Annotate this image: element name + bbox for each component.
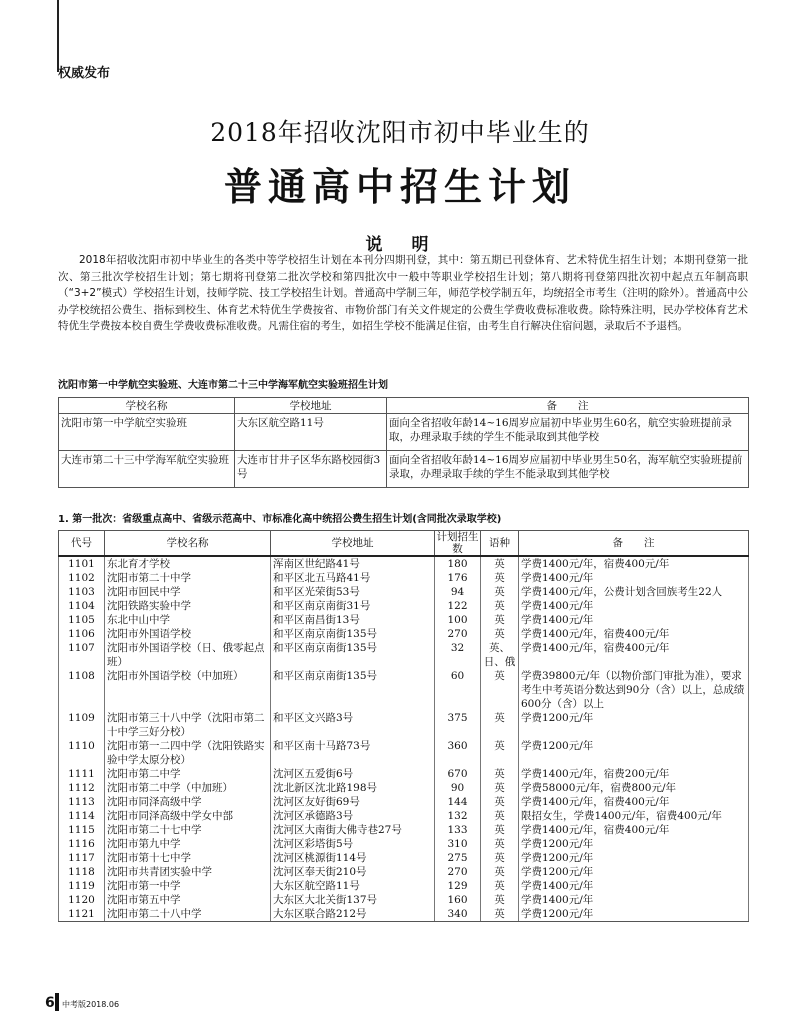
cell-plan-count: 375 bbox=[435, 711, 481, 739]
cell-code: 1120 bbox=[59, 893, 105, 907]
table-row bbox=[59, 585, 749, 599]
cell-code: 1103 bbox=[59, 585, 105, 599]
publication-tag: 中考版2018.06 bbox=[62, 1000, 120, 1009]
cell-plan-count: 90 bbox=[435, 781, 481, 795]
cell-remarks: 学费1400元/年，宿费200元/年 bbox=[519, 767, 749, 781]
table-row bbox=[59, 613, 749, 627]
cell-school-address: 和平区南十马路73号 bbox=[271, 739, 435, 767]
cell-school-address: 浑南区世纪路41号 bbox=[271, 556, 435, 571]
cell-language: 英 bbox=[481, 781, 519, 795]
cell-school-address: 大东区航空路11号 bbox=[271, 879, 435, 893]
footer-bar bbox=[55, 993, 59, 1011]
cell-remarks: 面向全省招收年龄14~16周岁应届初中毕业男生50名，海军航空实验班提前录取，办理录取手续的学生不能录取到其他学校 bbox=[387, 451, 749, 488]
table2-title: 1. 第一批次：省级重点高中、省级示范高中、市标准化高中统招公费生招生计划(含同批次录取学校) bbox=[58, 514, 502, 525]
cell-school-address: 沈河区承德路3号 bbox=[271, 809, 435, 823]
cell-language: 英 bbox=[481, 627, 519, 641]
cell-code: 1121 bbox=[59, 907, 105, 922]
cell-language: 英 bbox=[481, 851, 519, 865]
cell-plan-count: 32 bbox=[435, 641, 481, 669]
cell-code: 1110 bbox=[59, 739, 105, 767]
cell-school-name: 沈阳市第二十中学 bbox=[105, 571, 271, 585]
table-row bbox=[59, 669, 749, 711]
cell-school-name: 东北育才学校 bbox=[105, 556, 271, 571]
cell-code: 1118 bbox=[59, 865, 105, 879]
cell-plan-count: 360 bbox=[435, 739, 481, 767]
cell-language: 英 bbox=[481, 599, 519, 613]
cell-school-address: 沈河区桃源街114号 bbox=[271, 851, 435, 865]
table-row bbox=[59, 556, 749, 571]
cell-school-address: 大东区联合路212号 bbox=[271, 907, 435, 922]
cell-plan-count: 270 bbox=[435, 627, 481, 641]
cell-remarks: 学费1400元/年，宿费400元/年 bbox=[519, 795, 749, 809]
cell-school-address: 和平区南京南街135号 bbox=[271, 627, 435, 641]
cell-plan-count: 144 bbox=[435, 795, 481, 809]
col-remarks: 备 注 bbox=[387, 398, 749, 414]
table-row bbox=[59, 837, 749, 851]
cell-school-address: 沈河区五爱街6号 bbox=[271, 767, 435, 781]
cell-remarks: 学费1200元/年 bbox=[519, 907, 749, 922]
cell-code: 1106 bbox=[59, 627, 105, 641]
cell-school-name: 沈阳市第五中学 bbox=[105, 893, 271, 907]
table-row bbox=[59, 823, 749, 837]
cell-school-address: 大连市甘井子区华东路校园街3号 bbox=[235, 451, 387, 488]
cell-code: 1116 bbox=[59, 837, 105, 851]
table-row bbox=[59, 879, 749, 893]
table-row bbox=[59, 809, 749, 823]
cell-code: 1109 bbox=[59, 711, 105, 739]
cell-plan-count: 100 bbox=[435, 613, 481, 627]
table-row bbox=[59, 907, 749, 922]
cell-school-name: 沈阳市同泽高级中学 bbox=[105, 795, 271, 809]
first-batch-table bbox=[58, 530, 749, 922]
cell-school-name: 沈阳市第二十八中学 bbox=[105, 907, 271, 922]
cell-school-name: 沈阳市第二十七中学 bbox=[105, 823, 271, 837]
cell-remarks: 学费1400元/年 bbox=[519, 879, 749, 893]
table-row bbox=[59, 767, 749, 781]
cell-remarks: 学费1200元/年 bbox=[519, 739, 749, 767]
cell-plan-count: 122 bbox=[435, 599, 481, 613]
table-row bbox=[59, 781, 749, 795]
cell-language: 英 bbox=[481, 809, 519, 823]
cell-school-address: 大东区航空路11号 bbox=[235, 414, 387, 451]
cell-remarks: 学费1200元/年 bbox=[519, 865, 749, 879]
cell-school-name: 沈阳市外国语学校 bbox=[105, 627, 271, 641]
cell-code: 1112 bbox=[59, 781, 105, 795]
title-line1: 2018年招收沈阳市初中毕业生的 bbox=[210, 118, 590, 147]
cell-code: 1113 bbox=[59, 795, 105, 809]
cell-language: 英 bbox=[481, 879, 519, 893]
cell-plan-count: 270 bbox=[435, 865, 481, 879]
cell-school-address: 沈河区友好街69号 bbox=[271, 795, 435, 809]
cell-school-address: 沈北新区沈北路198号 bbox=[271, 781, 435, 795]
cell-plan-count: 60 bbox=[435, 669, 481, 711]
cell-code: 1119 bbox=[59, 879, 105, 893]
cell-school-address: 沈河区彩塔街5号 bbox=[271, 837, 435, 851]
cell-remarks: 学费1400元/年，公费计划含回族考生22人 bbox=[519, 585, 749, 599]
cell-plan-count: 160 bbox=[435, 893, 481, 907]
cell-code: 1114 bbox=[59, 809, 105, 823]
cell-language: 英 bbox=[481, 585, 519, 599]
cell-remarks: 限招女生，学费1400元/年，宿费400元/年 bbox=[519, 809, 749, 823]
table1-title: 沈阳市第一中学航空实验班、大连市第二十三中学海军航空实验班招生计划 bbox=[58, 380, 388, 391]
cell-plan-count: 94 bbox=[435, 585, 481, 599]
cell-school-name: 沈阳市第一中学航空实验班 bbox=[59, 414, 235, 451]
cell-code: 1104 bbox=[59, 599, 105, 613]
cell-plan-count: 310 bbox=[435, 837, 481, 851]
cell-school-address: 和平区北五马路41号 bbox=[271, 571, 435, 585]
cell-school-name: 沈阳铁路实验中学 bbox=[105, 599, 271, 613]
section-tag: 权威发布 bbox=[58, 66, 111, 81]
cell-school-address: 沈河区大南街大佛寺巷27号 bbox=[271, 823, 435, 837]
cell-language: 英 bbox=[481, 556, 519, 571]
cell-remarks: 学费1400元/年 bbox=[519, 599, 749, 613]
cell-remarks: 学费1400元/年，宿费400元/年 bbox=[519, 641, 749, 669]
cell-plan-count: 176 bbox=[435, 571, 481, 585]
table-row bbox=[59, 893, 749, 907]
cell-language: 英 bbox=[481, 571, 519, 585]
aviation-class-table bbox=[58, 397, 749, 488]
col-school-name: 学校名称 bbox=[105, 531, 271, 557]
cell-school-name: 大连市第二十三中学海军航空实验班 bbox=[59, 451, 235, 488]
col-plan-count: 计划招生数 bbox=[436, 531, 479, 555]
cell-school-address: 和平区光荣街53号 bbox=[271, 585, 435, 599]
cell-school-name: 沈阳市第一中学 bbox=[105, 879, 271, 893]
table-row bbox=[59, 795, 749, 809]
col-remarks: 备 注 bbox=[519, 531, 749, 557]
cell-language: 英、日、俄 bbox=[481, 641, 519, 669]
explanation-heading: 说 明 bbox=[365, 235, 435, 255]
cell-plan-count: 340 bbox=[435, 907, 481, 922]
cell-school-address: 和平区南京南街135号 bbox=[271, 669, 435, 711]
cell-remarks: 学费1200元/年 bbox=[519, 711, 749, 739]
table-row bbox=[59, 451, 749, 488]
cell-remarks: 面向全省招收年龄14~16周岁应届初中毕业男生60名，航空实验班提前录取，办理录取手续的学生不能录取到其他学校 bbox=[387, 414, 749, 451]
cell-school-name: 沈阳市回民中学 bbox=[105, 585, 271, 599]
cell-plan-count: 275 bbox=[435, 851, 481, 865]
cell-remarks: 学费1400元/年，宿费400元/年 bbox=[519, 823, 749, 837]
cell-language: 英 bbox=[481, 613, 519, 627]
table-row bbox=[59, 739, 749, 767]
cell-plan-count: 180 bbox=[435, 556, 481, 571]
cell-code: 1115 bbox=[59, 823, 105, 837]
cell-remarks: 学费1200元/年 bbox=[519, 851, 749, 865]
table-row bbox=[59, 599, 749, 613]
table-row bbox=[59, 851, 749, 865]
cell-language: 英 bbox=[481, 907, 519, 922]
cell-school-address: 大东区大北关街137号 bbox=[271, 893, 435, 907]
cell-school-name: 沈阳市外国语学校（日、俄零起点班） bbox=[105, 641, 271, 669]
cell-school-address: 和平区南京南街135号 bbox=[271, 641, 435, 669]
col-school-address: 学校地址 bbox=[271, 531, 435, 557]
cell-language: 英 bbox=[481, 837, 519, 851]
cell-remarks: 学费58000元/年，宿费800元/年 bbox=[519, 781, 749, 795]
cell-school-name: 沈阳市同泽高级中学女中部 bbox=[105, 809, 271, 823]
cell-school-name: 沈阳市第一二四中学（沈阳铁路实验中学太原分校） bbox=[105, 739, 271, 767]
cell-school-address: 和平区南京南街31号 bbox=[271, 599, 435, 613]
cell-remarks: 学费1400元/年 bbox=[519, 613, 749, 627]
page-number: 6 bbox=[45, 995, 55, 1011]
col-code: 代号 bbox=[59, 531, 105, 557]
cell-code: 1111 bbox=[59, 767, 105, 781]
cell-school-address: 和平区文兴路3号 bbox=[271, 711, 435, 739]
cell-code: 1102 bbox=[59, 571, 105, 585]
cell-code: 1117 bbox=[59, 851, 105, 865]
cell-language: 英 bbox=[481, 739, 519, 767]
cell-school-name: 沈阳市第二中学 bbox=[105, 767, 271, 781]
cell-language: 英 bbox=[481, 669, 519, 711]
table-row bbox=[59, 414, 749, 451]
cell-language: 英 bbox=[481, 711, 519, 739]
cell-school-name: 沈阳市第九中学 bbox=[105, 837, 271, 851]
cell-language: 英 bbox=[481, 893, 519, 907]
cell-school-name: 沈阳市外国语学校（中加班） bbox=[105, 669, 271, 711]
cell-remarks: 学费1400元/年 bbox=[519, 893, 749, 907]
cell-language: 英 bbox=[481, 767, 519, 781]
cell-remarks: 学费1400元/年，宿费400元/年 bbox=[519, 556, 749, 571]
cell-remarks: 学费39800元/年（以物价部门审批为准），要求考生中考英语分数达到90分（含）以上，总成绩600分（含）以上 bbox=[519, 669, 749, 711]
col-language: 语种 bbox=[481, 531, 519, 557]
cell-plan-count: 132 bbox=[435, 809, 481, 823]
cell-code: 1108 bbox=[59, 669, 105, 711]
cell-school-address: 和平区南昌街13号 bbox=[271, 613, 435, 627]
table-row bbox=[59, 711, 749, 739]
cell-plan-count: 670 bbox=[435, 767, 481, 781]
cell-remarks: 学费1400元/年 bbox=[519, 571, 749, 585]
cell-plan-count: 129 bbox=[435, 879, 481, 893]
cell-school-name: 沈阳市第二中学（中加班） bbox=[105, 781, 271, 795]
cell-code: 1105 bbox=[59, 613, 105, 627]
table-row bbox=[59, 865, 749, 879]
cell-school-name: 沈阳市第三十八中学（沈阳市第二十中学三好分校） bbox=[105, 711, 271, 739]
cell-language: 英 bbox=[481, 795, 519, 809]
cell-language: 英 bbox=[481, 865, 519, 879]
table-row bbox=[59, 627, 749, 641]
cell-code: 1101 bbox=[59, 556, 105, 571]
explanation-paragraph: 2018年招收沈阳市初中毕业生的各类中等学校招生计划在本刊分四期刊登，其中：第五期已刊登体育、艺术特优生招生计划；本期刊登第一批次、第三批次学校招生计划；第七期将刊登第二批次学校和第四批次中一般中等职业学校招生计划；第八期将刊登第四批次初中起点五年制高职（“3+2”模式）学校招生计划，技师学院、技工学校招生计划。普通高中学制三年，师范学校学制五年，均统招全市考生（注明的除外）。普通高中公办学校统招公费生、指标到校生、体育艺术特优生学费按省、市物价部门有关文件规定的公费生学费收费标准收费。除特殊注明，民办学校体育艺术特优生学费按本校自费生学费收费标准收费。凡需住宿的考生，如招生学校不能满足住宿，由考生自行解决住宿问题，录取后不予退档。 bbox=[58, 254, 748, 332]
cell-school-name: 沈阳市第十七中学 bbox=[105, 851, 271, 865]
col-school-address: 学校地址 bbox=[235, 398, 387, 414]
cell-school-name: 东北中山中学 bbox=[105, 613, 271, 627]
title-line2: 普通高中招生计划 bbox=[223, 165, 576, 209]
table-row bbox=[59, 641, 749, 669]
cell-remarks: 学费1200元/年 bbox=[519, 837, 749, 851]
cell-school-name: 沈阳市共青团实验中学 bbox=[105, 865, 271, 879]
col-school-name: 学校名称 bbox=[59, 398, 235, 414]
first-batch-rows bbox=[59, 556, 749, 922]
cell-code: 1107 bbox=[59, 641, 105, 669]
cell-language: 英 bbox=[481, 823, 519, 837]
table-row bbox=[59, 571, 749, 585]
cell-plan-count: 133 bbox=[435, 823, 481, 837]
cell-remarks: 学费1400元/年，宿费400元/年 bbox=[519, 627, 749, 641]
cell-school-address: 沈河区奉天街210号 bbox=[271, 865, 435, 879]
